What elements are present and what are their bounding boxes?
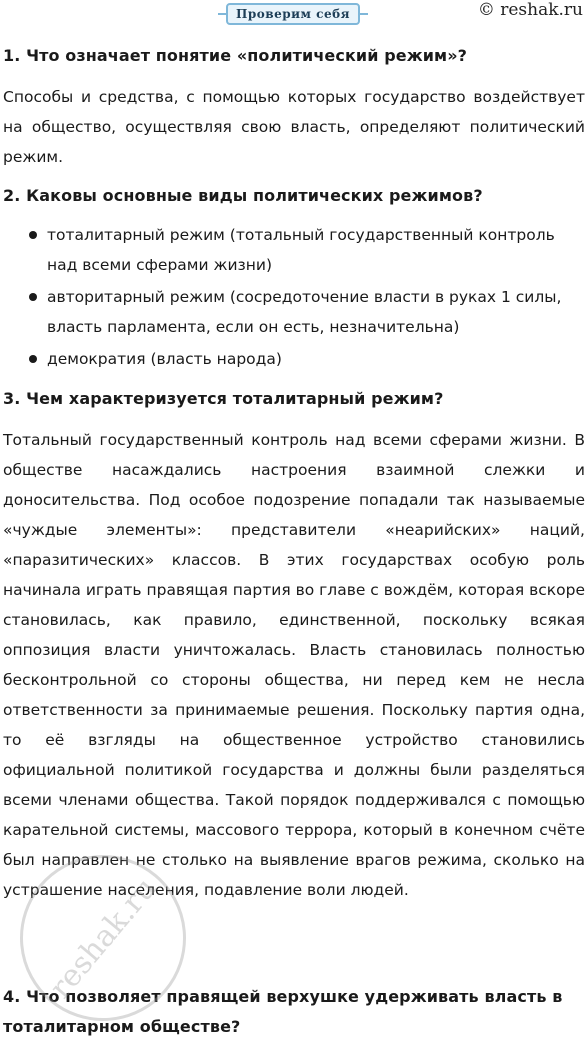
question-3: 3. Чем характеризуется тоталитарный режим? <box>3 389 444 408</box>
site-watermark: © reshak.ru <box>477 0 583 20</box>
question-1: 1. Что означает понятие «политический режим»? <box>3 46 468 65</box>
banner-right-line <box>358 13 368 15</box>
bullet-icon <box>29 293 37 301</box>
answer-3: Тотальный государственный контроль над всеми сферами жизни. В обществе насаждались настроения взаимной слежки и доносительства. Под особое подозрение попадали так называемые «чуждые элементы»: представители «неарийских» наций, «паразитических» классов. В этих государствах особую роль начинала играть правящая партия во главе с вождём, которая вскоре становилась, как правило, единственной, поскольку всякая оппозиция власти уничтожалась. Власть становилась полностью бесконтрольной со стороны общества, ни перед кем не несла ответственности за принимаемые решения. Поскольку партия одна, то её взгляды на общественное устройство становились официальной политикой государства и должны были разделяться всеми членами общества. Такой порядок поддерживался с помощью карательной системы, массового террора, который в конечном счёте был направлен не столько на выявление врагов режима, сколько на устрашение населения, подавление воли людей. <box>3 431 585 899</box>
question-4: 4. Что позволяет правящей верхушке удерживать власть в тоталитарном обществе? <box>3 987 563 1036</box>
list-item <box>3 220 585 280</box>
regime-list <box>3 220 585 376</box>
list-item-text: тоталитарный режим (тотальный государственный контроль над всеми сферами жизни) <box>47 226 555 274</box>
answer-1: Способы и средства, с помощью которых государство воздействует на общество, осуществляя свою власть, определяют политический режим. <box>3 88 585 166</box>
list-item-text: демократия (власть народа) <box>47 350 282 368</box>
list-item <box>3 282 585 342</box>
list-item-text: авторитарный режим (сосредоточение власти в руках 1 силы, власть парламента, если он есть, незначительна) <box>47 288 562 336</box>
watermark-stamp: reshak.ru <box>0 821 220 1055</box>
banner-left-line <box>218 13 228 15</box>
question-2: 2. Каковы основные виды политических режимов? <box>3 186 483 205</box>
list-item <box>3 344 585 374</box>
section-banner <box>218 3 368 25</box>
bullet-icon <box>29 231 37 239</box>
bullet-icon <box>29 355 37 363</box>
banner-title: Проверим себя <box>226 3 360 25</box>
